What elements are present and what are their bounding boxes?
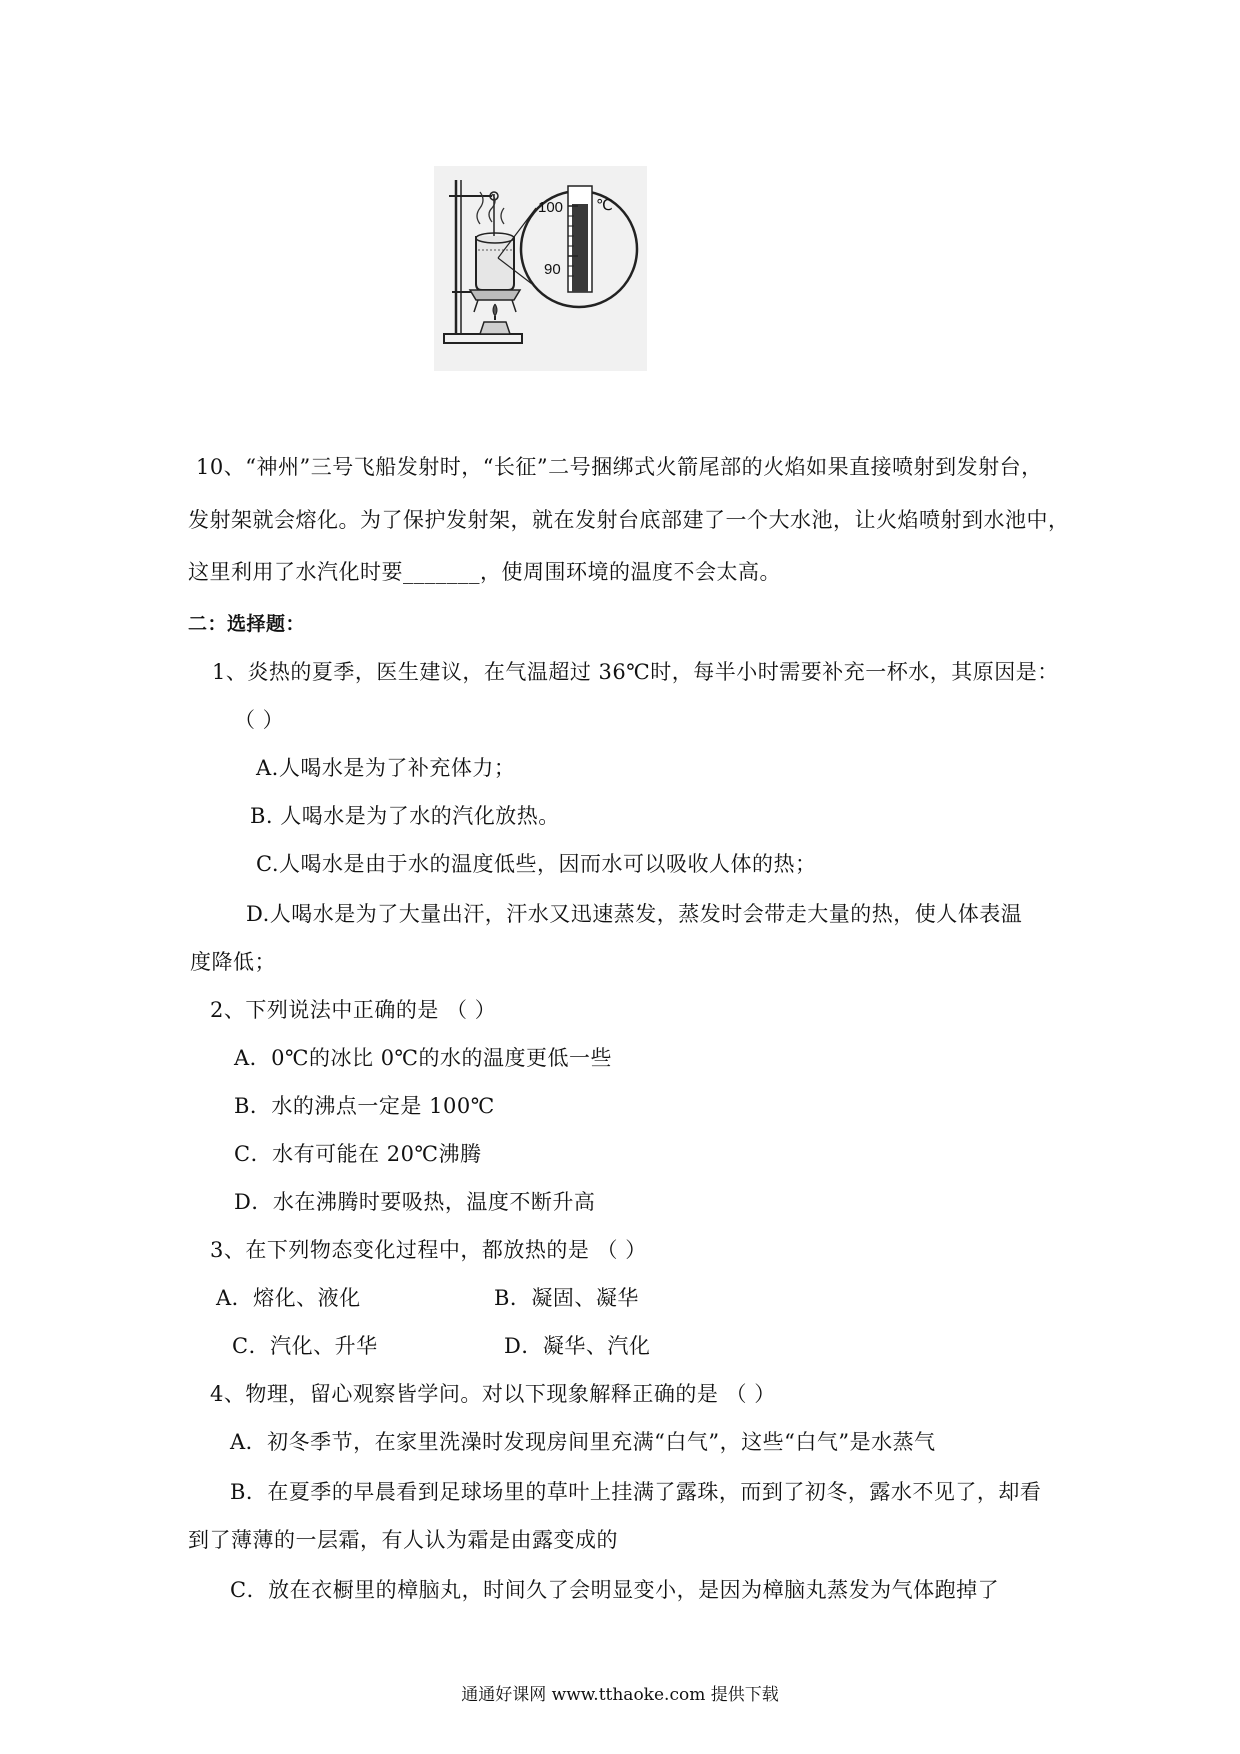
q2-option-a: A．0℃的冰比 0℃的水的温度更低一些 (234, 1046, 613, 1070)
q3-option-d: D．凝华、汽化 (504, 1334, 651, 1358)
alcohol-lamp (480, 322, 510, 334)
q1-answer-paren: （ ） (234, 708, 285, 732)
section-heading: 二：选择题： (188, 613, 306, 635)
q2-stem: 2、下列说法中正确的是 （ ） (210, 998, 497, 1022)
q1-option-b: B. 人喝水是为了水的汽化放热。 (250, 804, 560, 828)
q3-option-b: B．凝固、凝华 (494, 1286, 639, 1310)
q3-stem: 3、在下列物态变化过程中，都放热的是 （ ） (210, 1238, 647, 1262)
scale-unit: ℃ (596, 196, 613, 214)
q10-line-3: 这里利用了水汽化时要_______，使周围环境的温度不会太高。 (188, 560, 781, 584)
q4-stem: 4、物理，留心观察皆学问。对以下现象解释正确的是 （ ） (210, 1382, 776, 1406)
download-footer: 通通好课网 www.tthaoke.com 提供下载 (461, 1685, 779, 1705)
q4-option-a: A．初冬季节，在家里洗澡时发现房间里充满“白气”，这些“白气”是水蒸气 (230, 1430, 936, 1454)
q4-option-b-continued: 到了薄薄的一层霜，有人认为霜是由露变成的 (188, 1528, 618, 1552)
wire-gauze (470, 290, 520, 300)
q1-option-d: D.人喝水是为了大量出汗，汗水又迅速蒸发，蒸发时会带走大量的热，使人体表温 (246, 902, 1023, 926)
scale-label-bottom: 90 (544, 261, 561, 278)
scale-label-top: 100 (538, 199, 564, 216)
q3-option-c: C．汽化、升华 (232, 1334, 378, 1358)
flame (493, 304, 497, 316)
q2-option-b: B．水的沸点一定是 100℃ (234, 1094, 495, 1118)
mercury-column (572, 204, 588, 292)
q4-option-b: B．在夏季的早晨看到足球场里的草叶上挂满了露珠，而到了初冬，露水不见了，却看 (230, 1480, 1042, 1504)
apparatus-drawing (434, 166, 647, 371)
stand-base (444, 334, 522, 343)
q4-option-c: C．放在衣橱里的樟脑丸，时间久了会明显变小，是因为樟脑丸蒸发为气体跑掉了 (230, 1578, 1000, 1602)
q2-option-c: C．水有可能在 20℃沸腾 (234, 1142, 482, 1166)
q1-option-d-continued: 度降低； (190, 950, 276, 974)
q1-option-c: C.人喝水是由于水的温度低些，因而水可以吸收人体的热； (256, 852, 817, 876)
q1-stem: 1、炎热的夏季，医生建议，在气温超过 36℃时，每半小时需要补充一杯水，其原因是： (212, 660, 1059, 684)
q1-option-a: A.人喝水是为了补充体力； (256, 756, 516, 780)
q10-line-1: 10、“神州”三号飞船发射时，“长征”二号捆绑式火箭尾部的火焰如果直接喷射到发射台， (196, 455, 1043, 479)
q3-option-a: A．熔化、液化 (216, 1286, 361, 1310)
q10-line-2: 发射架就会熔化。为了保护发射架，就在发射台底部建了一个大水池，让火焰喷射到水池中， (188, 508, 1070, 532)
boiling-experiment-figure (434, 166, 647, 371)
q2-option-d: D．水在沸腾时要吸热，温度不断升高 (234, 1190, 596, 1214)
